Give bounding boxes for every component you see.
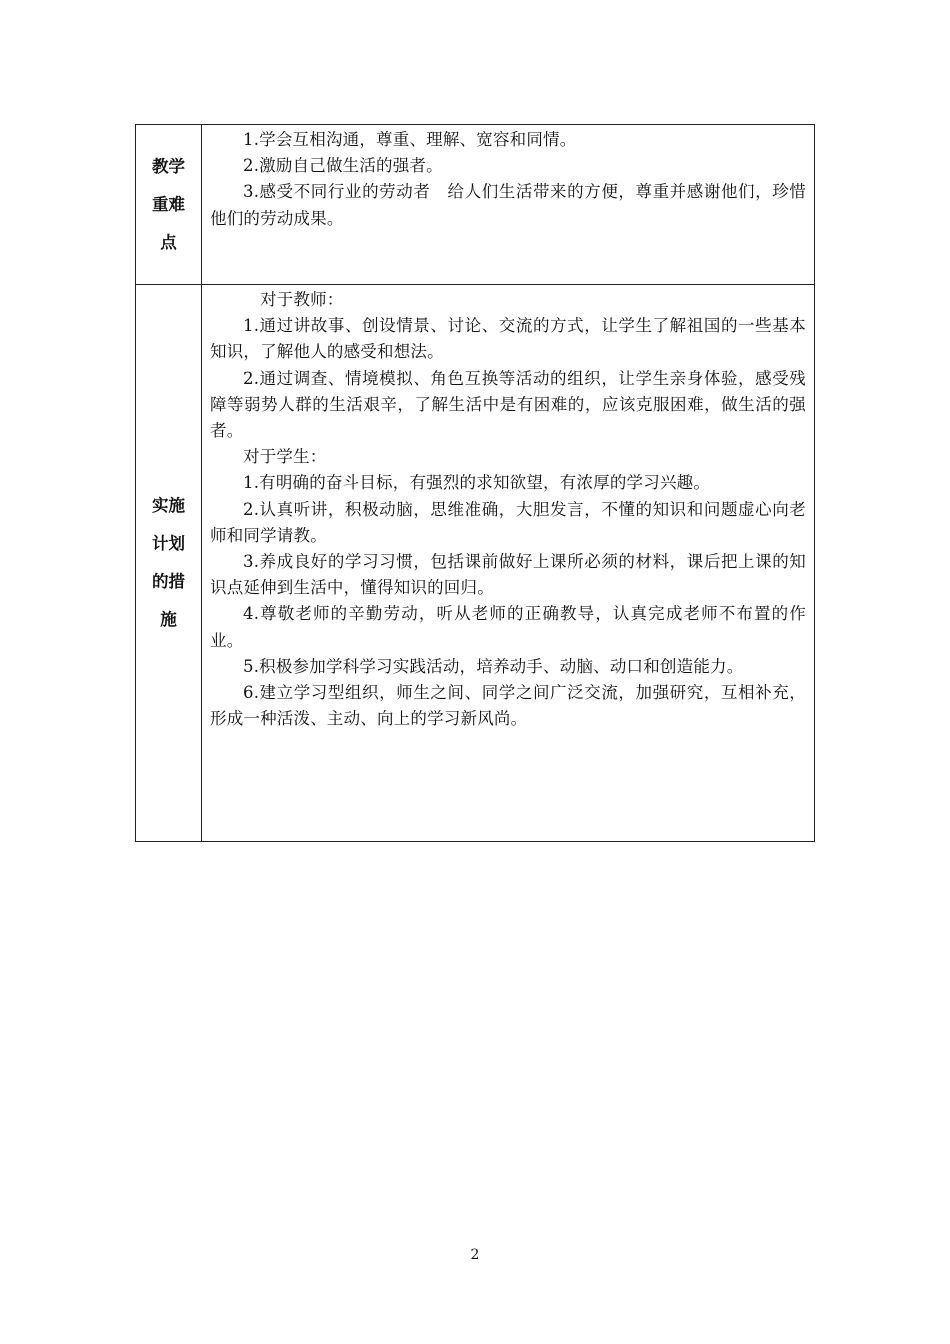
list-item: 5.积极参加学科学习实践活动，培养动手、动脑、动口和创造能力。	[243, 656, 744, 676]
row-label-line: 计划	[152, 534, 185, 553]
row-label-line: 实施	[152, 496, 185, 515]
list-item: 3.感受不同行业的劳动者 给人们生活带来的方便，尊重并感谢他们，珍惜他们的劳动成果。	[210, 182, 806, 228]
section-heading-teacher: 对于教师：	[260, 290, 344, 309]
row-label-line: 的措	[152, 572, 185, 591]
plan-table	[135, 124, 815, 842]
row-label-cell	[136, 125, 202, 285]
table-row-implementation-measures	[136, 285, 815, 842]
page-number: 2	[470, 1247, 480, 1263]
row-content-cell	[202, 285, 815, 842]
list-item: 6.建立学习型组织，师生之间、同学之间广泛交流，加强研究，互相补充，形成一种活泼、主动、向上的学习新风尚。	[210, 683, 806, 729]
list-item: 1.学会互相沟通，尊重、理解、宽容和同情。	[243, 130, 577, 149]
row-label-line: 重难	[152, 194, 185, 214]
list-item: 1.通过讲故事、创设情景、讨论、交流的方式，让学生了解祖国的一些基本知识，了解他人的感受和想法。	[210, 316, 806, 362]
row-label	[136, 487, 201, 639]
list-item: 1.有明确的奋斗目标，有强烈的求知欲望，有浓厚的学习兴趣。	[243, 473, 711, 493]
row-label	[136, 148, 201, 262]
list-item: 3.养成良好的学习习惯，包括课前做好上课所必须的材料，课后把上课的知识点延伸到生活中，懂得知识的回归。	[210, 552, 806, 598]
list-item: 2.通过调查、情境模拟、角色互换等活动的组织，让学生亲身体验，感受残障等弱势人群的生活艰辛，了解生活中是有困难的，应该克服困难，做生活的强者。	[210, 368, 806, 441]
table-row-key-difficulties	[136, 125, 815, 285]
row-label-line: 施	[160, 610, 177, 629]
row-label-line: 点	[160, 232, 177, 252]
list-item: 4.尊敬老师的辛勤劳动，听从老师的正确教导，认真完成老师不布置的作业。	[210, 604, 806, 650]
row-content-cell	[202, 125, 815, 285]
list-item: 2.认真听讲，积极动脑，思维准确，大胆发言，不懂的知识和问题虚心向老师和同学请教。	[210, 499, 806, 545]
list-item: 2.激励自己做生活的强者。	[243, 156, 443, 176]
section-heading-student: 对于学生：	[243, 447, 327, 467]
row-label-cell	[136, 285, 202, 842]
row-label-line: 教学	[152, 156, 185, 176]
